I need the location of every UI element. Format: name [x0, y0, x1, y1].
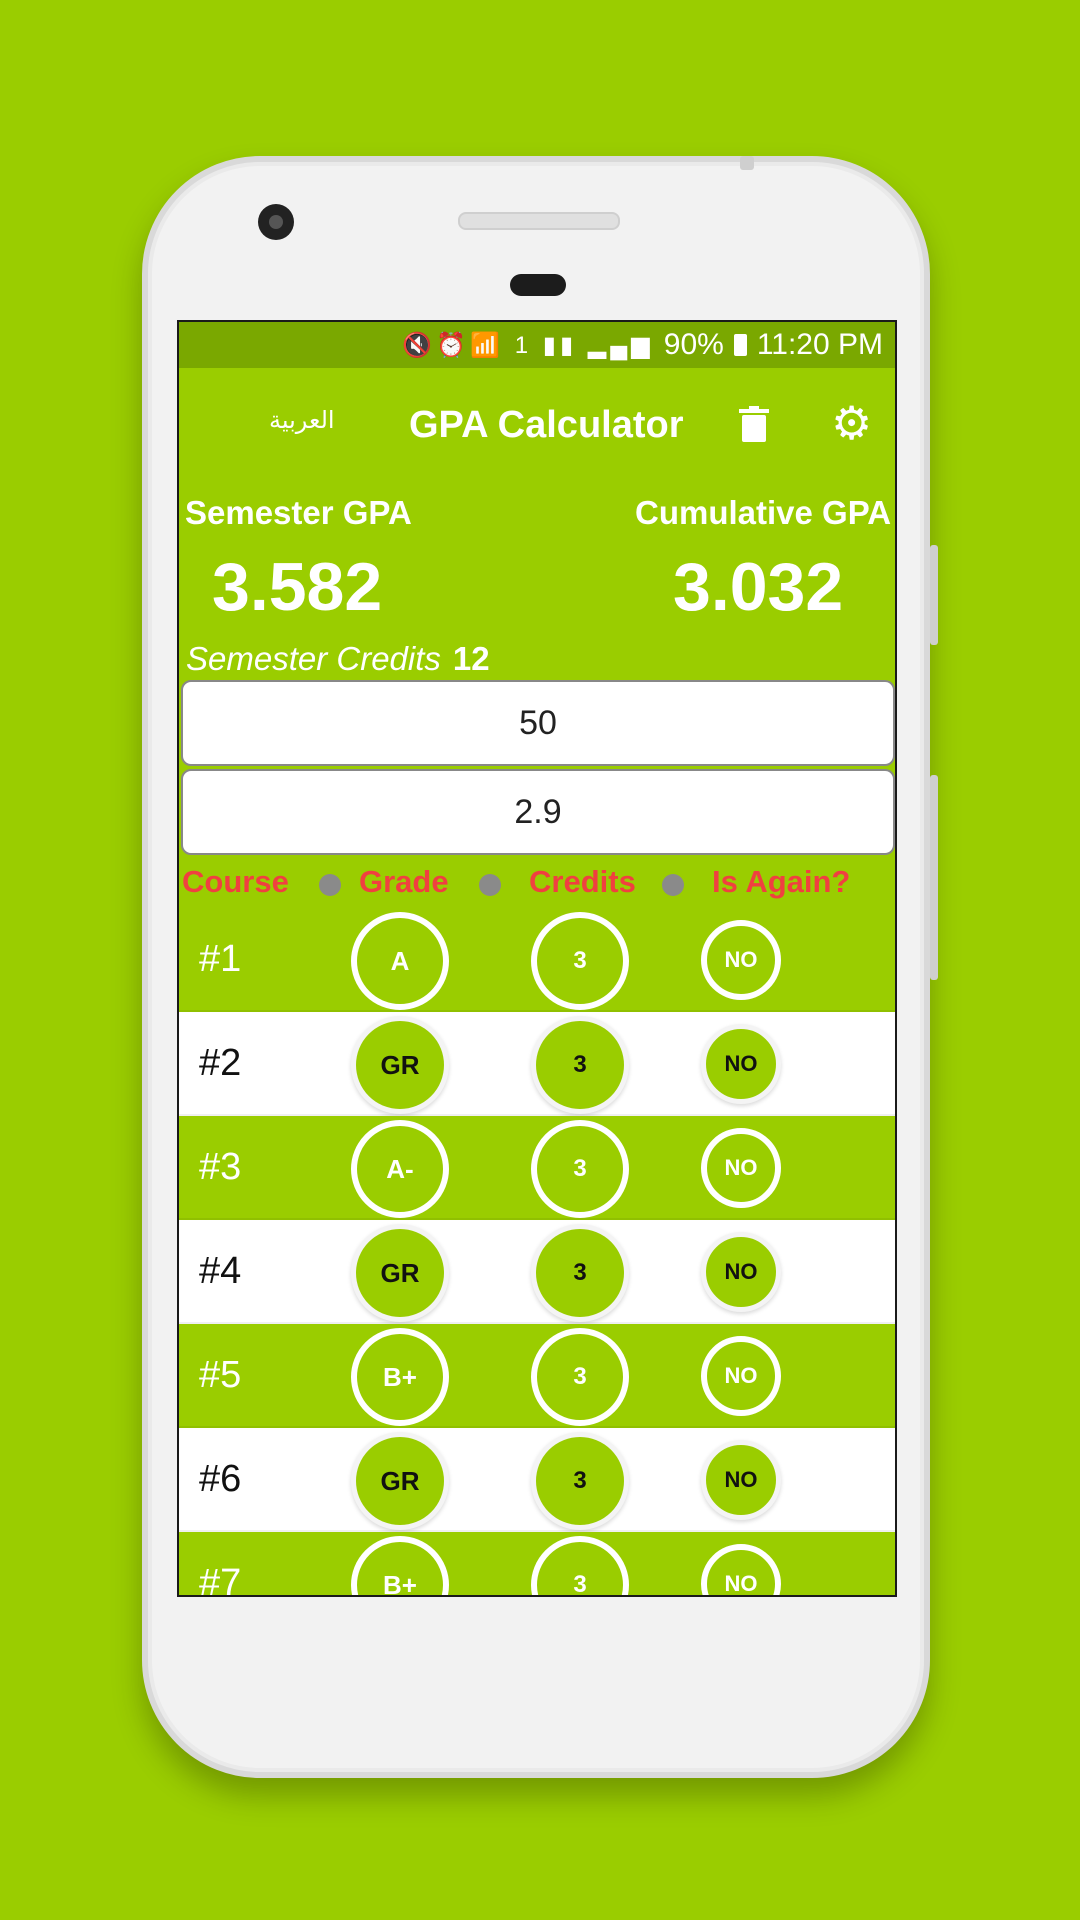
- separator-dot: [479, 874, 501, 896]
- is-again-button[interactable]: NO: [701, 1440, 781, 1520]
- front-camera: [258, 204, 294, 240]
- course-number: #3: [199, 1146, 242, 1188]
- credits-header: Credits: [529, 864, 636, 899]
- earpiece-speaker: [458, 212, 620, 230]
- app-screen: [177, 320, 897, 1597]
- semester-gpa-value: 3.582: [212, 549, 383, 625]
- credits-button[interactable]: 3: [531, 1224, 629, 1322]
- credits-button[interactable]: 3: [531, 1328, 629, 1426]
- grade-header: Grade: [359, 864, 449, 899]
- is-again-button[interactable]: NO: [701, 1544, 781, 1597]
- is-again-button[interactable]: NO: [701, 920, 781, 1000]
- table-header: [179, 864, 895, 904]
- volume-button: [930, 775, 938, 980]
- proximity-sensor: [510, 274, 566, 296]
- credits-button[interactable]: 3: [531, 1016, 629, 1114]
- is-again-button[interactable]: NO: [701, 1336, 781, 1416]
- semester-gpa-label: Semester GPA: [185, 494, 412, 531]
- semester-credits: [186, 640, 490, 678]
- language-toggle[interactable]: العربية: [269, 407, 335, 434]
- course-row: [179, 908, 895, 1012]
- cumulative-gpa-value: 3.032: [673, 549, 844, 625]
- status-bar: [179, 322, 895, 368]
- credits-button[interactable]: 3: [531, 1536, 629, 1597]
- credits-button[interactable]: 3: [531, 1120, 629, 1218]
- cumulative-gpa-label: Cumulative GPA: [635, 494, 892, 531]
- grade-button[interactable]: GR: [351, 1016, 449, 1114]
- grade-button[interactable]: B+: [351, 1536, 449, 1597]
- credits-button[interactable]: 3: [531, 1432, 629, 1530]
- power-button: [930, 545, 938, 645]
- separator-dot: [662, 874, 684, 896]
- course-number: #7: [199, 1562, 242, 1597]
- course-list: [179, 908, 895, 1597]
- course-header: Course: [182, 864, 289, 899]
- course-row: [179, 1324, 895, 1428]
- is-again-button[interactable]: NO: [701, 1024, 781, 1104]
- semester-credits-label: Semester Credits: [186, 640, 441, 677]
- battery-percent: 90%: [663, 328, 724, 361]
- is-again-header: Is Again?: [712, 864, 851, 899]
- clock: 11:20 PM: [756, 328, 883, 361]
- course-row: [179, 1116, 895, 1220]
- trash-icon[interactable]: [739, 406, 769, 442]
- course-row: [179, 1428, 895, 1532]
- previous-credits-field[interactable]: 50: [181, 680, 895, 766]
- grade-button[interactable]: A: [351, 912, 449, 1010]
- is-again-button[interactable]: NO: [701, 1232, 781, 1312]
- course-number: #1: [199, 938, 242, 980]
- course-number: #6: [199, 1458, 242, 1500]
- course-row: [179, 1532, 895, 1597]
- previous-gpa-field[interactable]: 2.9: [181, 769, 895, 855]
- course-number: #5: [199, 1354, 242, 1396]
- is-again-button[interactable]: NO: [701, 1128, 781, 1208]
- course-row: [179, 1012, 895, 1116]
- grade-button[interactable]: A-: [351, 1120, 449, 1218]
- separator-dot: [319, 874, 341, 896]
- credits-button[interactable]: 3: [531, 912, 629, 1010]
- course-row: [179, 1220, 895, 1324]
- grade-button[interactable]: GR: [351, 1432, 449, 1530]
- grade-button[interactable]: B+: [351, 1328, 449, 1426]
- gear-icon[interactable]: ⚙: [831, 397, 873, 449]
- battery-icon: [734, 334, 747, 356]
- semester-credits-value: 12: [452, 640, 490, 677]
- top-edge-notch: [740, 156, 754, 170]
- status-icons: 🔇⏰📶 1 ▮▮ ▂▄▆: [402, 331, 654, 359]
- course-number: #2: [199, 1042, 242, 1084]
- app-title: GPA Calculator: [409, 404, 684, 446]
- grade-button[interactable]: GR: [351, 1224, 449, 1322]
- app-bar: [179, 368, 895, 486]
- course-number: #4: [199, 1250, 242, 1292]
